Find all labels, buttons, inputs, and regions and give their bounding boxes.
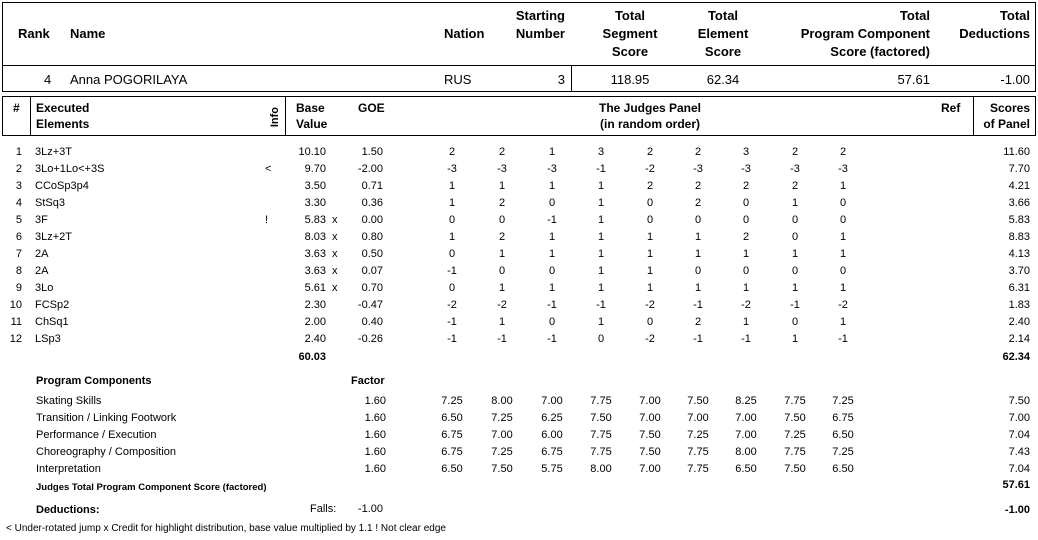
base-value-header — [296, 100, 327, 132]
judge-score: 0 — [694, 214, 702, 226]
rank-header: Rank — [18, 26, 50, 41]
component-judge-score: 7.75 — [590, 446, 612, 458]
element-goe: 0.50 — [361, 248, 383, 260]
component-judge-score: 7.50 — [687, 395, 709, 407]
component-name: Transition / Linking Footwork — [36, 412, 177, 424]
element-number: 10 — [9, 299, 22, 311]
col-divider-num — [30, 96, 31, 136]
element-panel-score: 8.83 — [1008, 231, 1030, 243]
element-number: 2 — [15, 163, 22, 175]
element-number: 6 — [15, 231, 22, 243]
judge-score: -2 — [497, 299, 507, 311]
tes-header-line2: Element — [697, 26, 749, 41]
element-name: FCSp2 — [35, 299, 70, 311]
judge-score: 2 — [791, 146, 799, 158]
tss-header-line1: Total — [614, 8, 646, 23]
judge-score: 2 — [742, 231, 750, 243]
element-base-value: 5.61 — [304, 282, 326, 294]
judge-score: -3 — [838, 163, 848, 175]
judge-score: 1 — [694, 231, 702, 243]
tes-header-line3: Score — [704, 44, 742, 59]
component-judge-score: 6.50 — [832, 429, 854, 441]
info-header: Info — [269, 107, 281, 128]
skater-starting-number: 3 — [557, 72, 565, 87]
judge-score: 0 — [646, 197, 654, 209]
footnote-legend: < Under-rotated jump x Credit for highlight distribution, base value multiplied by 1.1 ! Not clear edge — [6, 523, 446, 534]
judge-score: 3 — [597, 146, 605, 158]
component-name: Interpretation — [36, 463, 101, 475]
element-goe: 0.40 — [361, 316, 383, 328]
judge-score: 1 — [646, 231, 654, 243]
component-panel-score: 7.00 — [1008, 412, 1030, 424]
judge-score: 1 — [839, 180, 847, 192]
judge-score: 1 — [597, 282, 605, 294]
judge-score: 1 — [597, 180, 605, 192]
elements-header-box — [2, 96, 1036, 136]
judge-score: -1 — [596, 163, 606, 175]
element-number: 11 — [10, 316, 22, 328]
element-number: 8 — [15, 265, 22, 277]
component-judge-score: 7.75 — [687, 446, 709, 458]
element-info: < — [265, 163, 272, 175]
judge-score: -2 — [447, 299, 457, 311]
tes-header-line1: Total — [707, 8, 739, 23]
judge-score: 1 — [498, 282, 506, 294]
judge-score: -1 — [693, 333, 703, 345]
judge-score: 1 — [694, 248, 702, 260]
judge-score: 1 — [548, 180, 556, 192]
judge-score: 0 — [742, 265, 750, 277]
judge-score: 0 — [791, 231, 799, 243]
component-judge-score: 7.00 — [735, 429, 757, 441]
judge-score: 1 — [597, 214, 605, 226]
skater-nation: RUS — [444, 72, 472, 87]
element-number: 12 — [9, 333, 22, 345]
element-name: ChSq1 — [35, 316, 69, 328]
judge-score: -3 — [547, 163, 557, 175]
judge-score: 2 — [694, 197, 702, 209]
judge-score: 1 — [791, 333, 799, 345]
executed-elements-header — [36, 100, 89, 132]
element-name: 2A — [35, 248, 49, 260]
scores-of-panel-header — [960, 100, 1030, 132]
deductions-total: -1.00 — [1004, 504, 1030, 516]
tss-header-line3: Score — [611, 44, 649, 59]
tes-total: 62.34 — [1002, 351, 1030, 363]
scores-line2: of Panel — [983, 117, 1030, 131]
component-judge-score: 7.25 — [784, 429, 806, 441]
judge-score: 0 — [839, 197, 847, 209]
element-base-value: 3.50 — [304, 180, 326, 192]
component-judge-score: 7.00 — [639, 463, 661, 475]
starting-number-header — [495, 7, 565, 43]
pcs-header-line2: Program Component — [800, 26, 930, 41]
judge-score: 0 — [646, 214, 654, 226]
element-base-value: 8.03 — [304, 231, 326, 243]
judge-score: -2 — [645, 163, 655, 175]
judge-score: 1 — [597, 316, 605, 328]
component-judge-score: 7.50 — [639, 429, 661, 441]
tss-header — [585, 7, 675, 61]
element-base-value: 2.40 — [304, 333, 326, 345]
component-factor: 1.60 — [364, 429, 386, 441]
element-goe: 0.07 — [361, 265, 383, 277]
component-judge-score: 7.25 — [832, 446, 854, 458]
judge-score: 0 — [839, 265, 847, 277]
judge-score: 2 — [839, 146, 847, 158]
judge-score: 0 — [548, 197, 556, 209]
falls-value: -1.00 — [357, 503, 383, 515]
element-base-value: 2.00 — [304, 316, 326, 328]
component-judge-score: 8.00 — [491, 395, 513, 407]
judges-panel-header — [550, 100, 750, 132]
element-base-value: 3.63 — [304, 265, 326, 277]
judge-score: 2 — [498, 231, 506, 243]
element-panel-score: 1.83 — [1008, 299, 1030, 311]
element-number: 9 — [15, 282, 22, 294]
component-judge-score: 8.00 — [735, 446, 757, 458]
element-goe: 0.36 — [361, 197, 383, 209]
component-judge-score: 7.25 — [441, 395, 463, 407]
judge-score: 0 — [597, 333, 605, 345]
skater-pcs: 57.61 — [897, 72, 930, 87]
component-judge-score: 7.00 — [639, 412, 661, 424]
component-judge-score: 7.50 — [590, 412, 612, 424]
element-goe: 0.00 — [361, 214, 383, 226]
deductions-label: Deductions: — [36, 504, 100, 516]
component-judge-score: 7.25 — [687, 429, 709, 441]
judge-score: 2 — [646, 146, 654, 158]
judge-score: 2 — [694, 316, 702, 328]
element-x-flag: x — [332, 265, 338, 277]
program-components-title: Program Components — [36, 375, 152, 387]
judge-score: -1 — [547, 299, 557, 311]
judge-score: 1 — [694, 282, 702, 294]
judge-score: 2 — [498, 146, 506, 158]
judge-score: 1 — [498, 180, 506, 192]
base-value-total: 60.03 — [298, 351, 326, 363]
element-number: 4 — [15, 197, 22, 209]
judge-score: 1 — [448, 197, 456, 209]
component-judge-score: 8.25 — [735, 395, 757, 407]
goe-header: GOE — [358, 101, 385, 115]
judge-score: 0 — [448, 248, 456, 260]
component-factor: 1.60 — [364, 395, 386, 407]
judge-score: 1 — [548, 282, 556, 294]
judge-score: 1 — [742, 248, 750, 260]
element-goe: 0.71 — [361, 180, 383, 192]
component-judge-score: 5.75 — [541, 463, 563, 475]
element-goe: -0.47 — [357, 299, 383, 311]
component-judge-score: 7.00 — [491, 429, 513, 441]
judge-score: -2 — [838, 299, 848, 311]
component-judge-score: 6.50 — [832, 463, 854, 475]
judge-score: 1 — [448, 231, 456, 243]
judge-score: 1 — [448, 180, 456, 192]
judge-score: -1 — [693, 299, 703, 311]
judge-score: 1 — [839, 231, 847, 243]
judge-score: -1 — [447, 333, 457, 345]
component-judge-score: 7.75 — [784, 446, 806, 458]
pcs-total-label: Judges Total Program Component Score (factored) — [36, 482, 267, 493]
element-panel-score: 3.66 — [1008, 197, 1030, 209]
judge-score: 1 — [839, 282, 847, 294]
base-line1: Base — [296, 101, 325, 115]
judge-score: -1 — [790, 299, 800, 311]
judge-score: 2 — [448, 146, 456, 158]
judge-score: 0 — [498, 265, 506, 277]
element-name: CCoSp3p4 — [35, 180, 89, 192]
element-x-flag: x — [332, 231, 338, 243]
component-name: Skating Skills — [36, 395, 102, 407]
component-name: Performance / Execution — [36, 429, 157, 441]
judge-score: -2 — [741, 299, 751, 311]
skater-deductions: -1.00 — [1000, 72, 1030, 87]
judge-score: 1 — [791, 248, 799, 260]
pcs-header-line3: Score (factored) — [830, 44, 930, 59]
component-judge-score: 8.00 — [590, 463, 612, 475]
component-judge-score: 6.00 — [541, 429, 563, 441]
component-name: Choreography / Composition — [36, 446, 177, 458]
component-judge-score: 7.50 — [491, 463, 513, 475]
element-panel-score: 2.14 — [1008, 333, 1030, 345]
element-name: StSq3 — [35, 197, 65, 209]
starting-header-line2: Number — [515, 26, 565, 41]
element-goe: -0.26 — [357, 333, 383, 345]
element-base-value: 3.30 — [304, 197, 326, 209]
element-panel-score: 2.40 — [1008, 316, 1030, 328]
element-goe: -2.00 — [357, 163, 383, 175]
judge-score: 1 — [646, 248, 654, 260]
judge-score: 1 — [791, 197, 799, 209]
element-name: LSp3 — [35, 333, 61, 345]
element-goe: 1.50 — [361, 146, 383, 158]
skater-name: Anna POGORILAYA — [70, 72, 188, 87]
judge-score: 1 — [839, 316, 847, 328]
element-panel-score: 7.70 — [1008, 163, 1030, 175]
judge-score: -1 — [741, 333, 751, 345]
element-base-value: 5.83 — [304, 214, 326, 226]
judge-score: 0 — [646, 316, 654, 328]
element-name: 2A — [35, 265, 49, 277]
judge-score: 1 — [791, 282, 799, 294]
judge-score: 2 — [694, 146, 702, 158]
component-judge-score: 6.50 — [441, 463, 463, 475]
component-panel-score: 7.43 — [1008, 446, 1030, 458]
judge-score: -2 — [645, 299, 655, 311]
base-line2: Value — [296, 117, 328, 131]
component-judge-score: 7.25 — [832, 395, 854, 407]
judges-line2: (in random order) — [599, 117, 700, 131]
judge-score: 1 — [548, 231, 556, 243]
scores-line1: Scores — [989, 101, 1030, 115]
col-divider-info — [285, 96, 286, 136]
element-x-flag: x — [332, 248, 338, 260]
judge-score: -1 — [447, 265, 457, 277]
component-judge-score: 7.00 — [541, 395, 563, 407]
element-goe: 0.70 — [361, 282, 383, 294]
element-name: 3Lz+3T — [35, 146, 72, 158]
judge-score: 0 — [548, 316, 556, 328]
judge-score: -1 — [497, 333, 507, 345]
component-judge-score: 7.50 — [639, 446, 661, 458]
nation-header: Nation — [444, 26, 485, 41]
component-judge-score: 6.75 — [441, 429, 463, 441]
component-judge-score: 6.50 — [735, 463, 757, 475]
element-panel-score: 3.70 — [1008, 265, 1030, 277]
component-judge-score: 7.00 — [687, 412, 709, 424]
judge-score: -1 — [547, 214, 557, 226]
judge-score: 1 — [498, 248, 506, 260]
component-judge-score: 7.50 — [784, 412, 806, 424]
component-factor: 1.60 — [364, 446, 386, 458]
element-number: 3 — [15, 180, 22, 192]
starting-header-line1: Starting — [515, 8, 565, 23]
component-judge-score: 6.75 — [541, 446, 563, 458]
judge-score: -3 — [790, 163, 800, 175]
judge-score: 1 — [597, 197, 605, 209]
component-judge-score: 7.75 — [784, 395, 806, 407]
judge-score: 0 — [791, 316, 799, 328]
judge-score: 0 — [548, 265, 556, 277]
skater-tss: 118.95 — [610, 72, 650, 87]
tss-header-line2: Segment — [602, 26, 658, 41]
ded-header-line1: Total — [999, 8, 1030, 23]
judge-score: 0 — [839, 214, 847, 226]
component-panel-score: 7.04 — [1008, 463, 1030, 475]
tes-header — [678, 7, 768, 61]
component-panel-score: 7.04 — [1008, 429, 1030, 441]
judge-score: 1 — [548, 146, 556, 158]
judge-score: 3 — [742, 146, 750, 158]
judge-score: -3 — [693, 163, 703, 175]
pcs-header-line1: Total — [899, 8, 930, 23]
judge-score: -3 — [497, 163, 507, 175]
component-judge-score: 6.75 — [832, 412, 854, 424]
judge-score: -1 — [447, 316, 457, 328]
component-judge-score: 7.00 — [639, 395, 661, 407]
ded-header-line2: Deductions — [959, 26, 1030, 41]
judge-score: 1 — [498, 316, 506, 328]
summary-divider — [571, 66, 572, 92]
judge-score: 2 — [498, 197, 506, 209]
ref-header: Ref — [941, 101, 961, 115]
judge-score: -1 — [547, 333, 557, 345]
component-judge-score: 7.50 — [784, 463, 806, 475]
element-number: 7 — [15, 248, 22, 260]
judge-score: 0 — [791, 214, 799, 226]
judge-score: 2 — [742, 180, 750, 192]
component-judge-score: 6.25 — [541, 412, 563, 424]
judge-score: 2 — [694, 180, 702, 192]
component-judge-score: 7.25 — [491, 446, 513, 458]
element-panel-score: 6.31 — [1008, 282, 1030, 294]
element-panel-score: 4.13 — [1008, 248, 1030, 260]
judge-score: 1 — [597, 248, 605, 260]
skater-tes: 62.34 — [706, 72, 740, 87]
deductions-header — [940, 7, 1030, 43]
num-header: # — [13, 101, 20, 115]
element-goe: 0.80 — [361, 231, 383, 243]
falls-label: Falls: — [310, 503, 337, 515]
element-panel-score: 4.21 — [1008, 180, 1030, 192]
component-judge-score: 6.75 — [441, 446, 463, 458]
element-panel-score: 11.60 — [1003, 146, 1030, 158]
component-judge-score: 7.75 — [590, 429, 612, 441]
judge-score: -1 — [838, 333, 848, 345]
name-header: Name — [70, 26, 106, 41]
element-base-value: 2.30 — [304, 299, 326, 311]
judge-score: -3 — [447, 163, 457, 175]
element-name: 3Lo — [35, 282, 54, 294]
element-base-value: 10.10 — [298, 146, 326, 158]
judge-score: 1 — [646, 265, 654, 277]
judge-score: 0 — [742, 214, 750, 226]
judge-score: 2 — [791, 180, 799, 192]
element-panel-score: 5.83 — [1008, 214, 1030, 226]
judge-score: 0 — [448, 282, 456, 294]
judge-score: 0 — [448, 214, 456, 226]
judge-score: -1 — [596, 299, 606, 311]
skater-rank: 4 — [44, 72, 52, 87]
judge-score: -2 — [645, 333, 655, 345]
element-x-flag: x — [332, 214, 338, 226]
component-judge-score: 7.25 — [491, 412, 513, 424]
judge-score: 1 — [742, 316, 750, 328]
component-factor: 1.60 — [364, 412, 386, 424]
judge-score: 2 — [646, 180, 654, 192]
judge-score: 0 — [791, 265, 799, 277]
element-x-flag: x — [332, 282, 338, 294]
component-judge-score: 6.50 — [441, 412, 463, 424]
pcs-header — [770, 7, 930, 61]
judge-score: 1 — [839, 248, 847, 260]
element-name: 3Lo+1Lo<+3S — [35, 163, 105, 175]
element-number: 5 — [15, 214, 22, 226]
judge-score: 0 — [742, 197, 750, 209]
element-name: 3F — [35, 214, 48, 226]
component-judge-score: 7.75 — [590, 395, 612, 407]
factor-header: Factor — [351, 375, 385, 387]
element-base-value: 9.70 — [304, 163, 326, 175]
judges-line1: The Judges Panel — [598, 101, 702, 115]
judge-score: 1 — [597, 231, 605, 243]
judge-score: 0 — [694, 265, 702, 277]
element-info: ! — [265, 214, 269, 226]
element-number: 1 — [15, 146, 22, 158]
component-judge-score: 7.75 — [687, 463, 709, 475]
element-name: 3Lz+2T — [35, 231, 72, 243]
component-judge-score: 7.00 — [735, 412, 757, 424]
judge-score: 1 — [742, 282, 750, 294]
judge-score: 1 — [548, 248, 556, 260]
executed-line1: Executed — [36, 101, 90, 115]
component-factor: 1.60 — [364, 463, 386, 475]
judge-score: 0 — [498, 214, 506, 226]
executed-line2: Elements — [36, 117, 90, 131]
component-panel-score: 7.50 — [1008, 395, 1030, 407]
judge-score: -3 — [741, 163, 751, 175]
pcs-total: 57.61 — [1002, 479, 1030, 491]
judge-score: 1 — [597, 265, 605, 277]
judge-score: 1 — [646, 282, 654, 294]
element-base-value: 3.63 — [304, 248, 326, 260]
